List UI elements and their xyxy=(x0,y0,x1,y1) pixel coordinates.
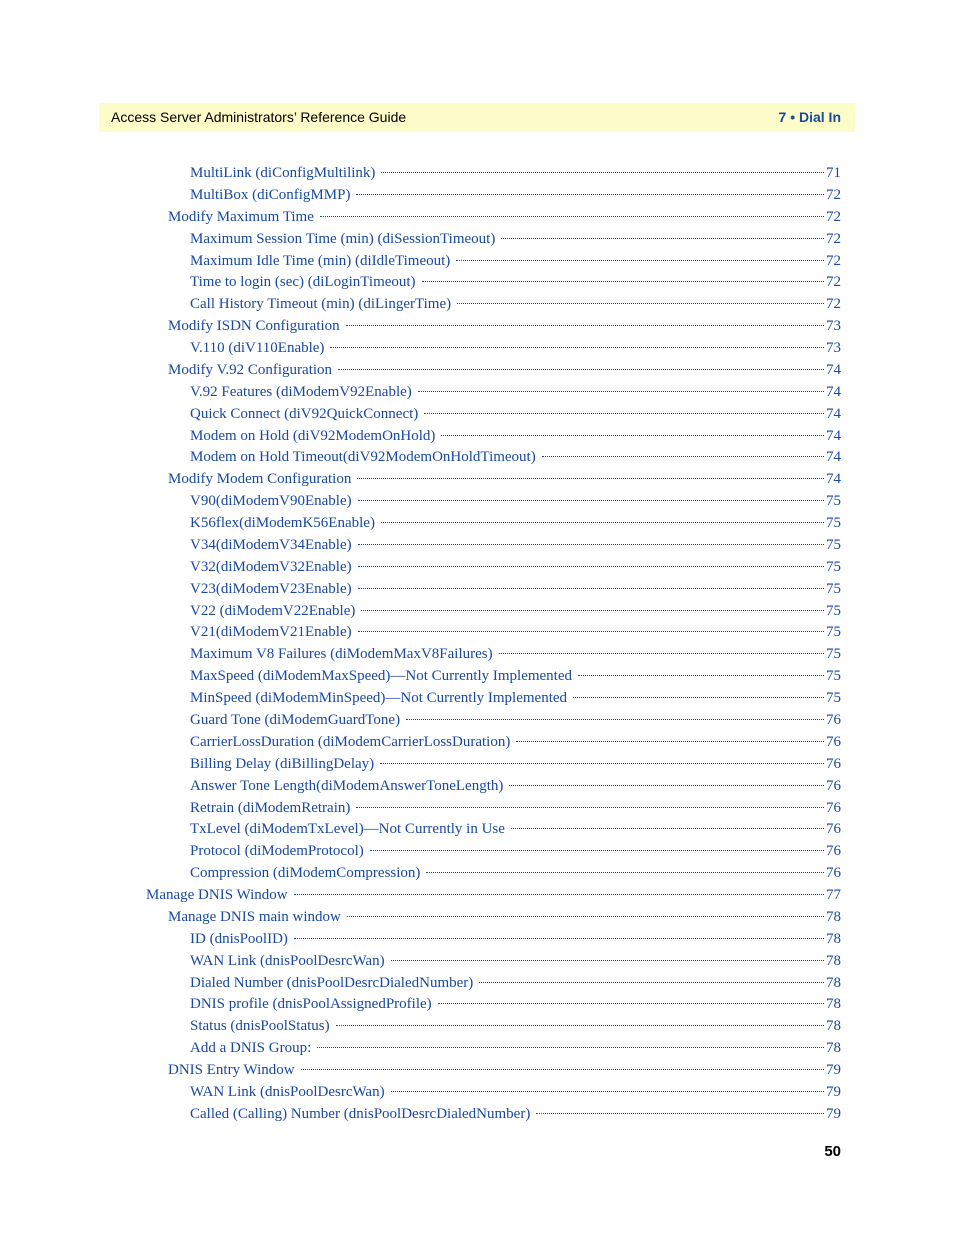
toc-entry-label[interactable]: Maximum V8 Failures (diModemMaxV8Failures) xyxy=(190,646,493,663)
toc-dot-leader xyxy=(370,850,824,851)
chapter-label: 7 • Dial In xyxy=(778,109,841,125)
toc-entry-page[interactable]: 79 xyxy=(826,1105,841,1122)
toc-entry-label[interactable]: V22 (diModemV22Enable) xyxy=(190,602,356,619)
toc-entry-label[interactable]: DNIS Entry Window xyxy=(168,1062,295,1079)
toc-dot-leader xyxy=(418,391,824,392)
toc-entry-page[interactable]: 78 xyxy=(826,1040,841,1057)
toc-entry-page[interactable]: 76 xyxy=(826,865,841,882)
toc-entry[interactable] xyxy=(190,1015,841,1037)
toc-entry-page[interactable]: 75 xyxy=(826,515,841,532)
toc-entry-page[interactable]: 75 xyxy=(826,558,841,575)
toc-dot-leader xyxy=(358,588,824,589)
toc-entry-label[interactable]: Retrain (diModemRetrain) xyxy=(190,799,351,816)
toc-entry-label[interactable]: Status (dnisPoolStatus) xyxy=(190,1018,330,1035)
toc-entry-label[interactable]: V90(diModemV90Enable) xyxy=(190,493,352,510)
toc-entry[interactable] xyxy=(190,665,841,687)
toc-dot-leader xyxy=(391,1091,824,1092)
toc-entry-label[interactable]: MultiBox (diConfigMMP) xyxy=(190,186,351,203)
toc-entry-label[interactable]: V34(diModemV34Enable) xyxy=(190,536,352,553)
toc-entry-page[interactable]: 72 xyxy=(826,230,841,247)
toc-entry[interactable] xyxy=(190,775,841,797)
toc-entry[interactable] xyxy=(190,293,841,315)
toc-dot-leader xyxy=(426,872,824,873)
toc-entry-label[interactable]: WAN Link (dnisPoolDesrcWan) xyxy=(190,1083,385,1100)
toc-dot-leader xyxy=(301,1069,824,1070)
toc-entry-page[interactable]: 75 xyxy=(826,624,841,641)
toc-entry-label[interactable]: Compression (diModemCompression) xyxy=(190,865,421,882)
toc-dot-leader xyxy=(536,1113,824,1114)
document-title: Access Server Administrators’ Reference Guide xyxy=(111,109,407,125)
toc-entry-page[interactable]: 74 xyxy=(826,383,841,400)
page-number: 50 xyxy=(824,1143,841,1160)
toc-dot-leader xyxy=(358,631,824,632)
toc-entry-page[interactable]: 75 xyxy=(826,646,841,663)
toc-entry-label[interactable]: V32(diModemV32Enable) xyxy=(190,558,352,575)
toc-entry-page[interactable]: 76 xyxy=(826,712,841,728)
toc-entry-page[interactable]: 75 xyxy=(826,602,841,619)
toc-entry[interactable] xyxy=(190,271,841,293)
toc-entry-label[interactable]: Modem on Hold (diV92ModemOnHold) xyxy=(190,427,436,444)
toc-entry-page[interactable]: 74 xyxy=(826,361,841,378)
toc-entry-label[interactable]: Modify Modem Configuration xyxy=(168,471,352,488)
toc-entry[interactable] xyxy=(168,206,841,228)
toc-dot-leader xyxy=(356,807,824,808)
toc-dot-leader xyxy=(424,413,824,414)
toc-entry-page[interactable]: 72 xyxy=(826,274,841,291)
toc-entry-label[interactable]: V23(diModemV23Enable) xyxy=(190,580,352,597)
toc-dot-leader xyxy=(438,1003,824,1004)
toc-entry[interactable] xyxy=(190,250,841,272)
toc-entry-page[interactable]: 72 xyxy=(826,186,841,203)
toc-entry-label[interactable]: Manage DNIS Window xyxy=(146,887,288,904)
toc-entry-label[interactable]: Call History Timeout (min) (diLingerTime) xyxy=(190,296,452,313)
toc-entry[interactable] xyxy=(190,709,841,731)
toc-entry[interactable] xyxy=(190,797,841,819)
toc-entry-page[interactable]: 78 xyxy=(826,930,841,947)
toc-dot-leader xyxy=(358,544,824,545)
toc-dot-leader xyxy=(381,172,824,173)
toc-entry[interactable] xyxy=(146,884,841,906)
toc-entry-label[interactable]: Called (Calling) Number (dnisPoolDesrcDialedNumber) xyxy=(190,1105,531,1122)
toc-entry-page[interactable]: 78 xyxy=(826,974,841,991)
toc-dot-leader xyxy=(357,478,824,479)
toc-entry[interactable] xyxy=(190,1037,841,1059)
toc-entry[interactable] xyxy=(190,446,841,468)
toc-entry-label[interactable]: V21(diModemV21Enable) xyxy=(190,624,352,641)
toc-dot-leader xyxy=(499,653,824,654)
toc-dot-leader xyxy=(578,675,824,676)
toc-entry[interactable] xyxy=(190,490,841,512)
toc-entry[interactable] xyxy=(190,753,841,775)
toc-entry[interactable] xyxy=(190,228,841,250)
toc-entry[interactable] xyxy=(190,862,841,884)
running-header xyxy=(99,103,855,132)
toc-entry-page[interactable]: 75 xyxy=(826,580,841,597)
toc-entry-page[interactable]: 74 xyxy=(826,405,841,422)
toc-entry[interactable] xyxy=(190,928,841,950)
toc-entry[interactable] xyxy=(190,687,841,709)
toc-entry-label[interactable]: MultiLink (diConfigMultilink) xyxy=(190,165,376,181)
toc-dot-leader xyxy=(361,610,824,611)
toc-dot-leader xyxy=(338,369,824,370)
toc-entry-label[interactable]: ID (dnisPoolID) xyxy=(190,930,288,947)
toc-entry[interactable] xyxy=(168,906,841,928)
toc-entry-page[interactable]: 78 xyxy=(826,996,841,1013)
toc-entry-label[interactable]: Modify V.92 Configuration xyxy=(168,361,333,378)
toc-dot-leader xyxy=(380,763,824,764)
toc-entry-page[interactable]: 78 xyxy=(826,1018,841,1035)
toc-dot-leader xyxy=(347,916,824,917)
toc-entry-page[interactable]: 75 xyxy=(826,690,841,707)
toc-entry-label[interactable]: Protocol (diModemProtocol) xyxy=(190,843,364,860)
toc-entry-page[interactable]: 73 xyxy=(826,318,841,335)
toc-entry-page[interactable]: 71 xyxy=(826,165,841,181)
toc-entry[interactable] xyxy=(190,556,841,578)
toc-entry-label[interactable]: Maximum Session Time (min) (diSessionTimeout) xyxy=(190,230,496,247)
toc-entry-page[interactable]: 75 xyxy=(826,668,841,685)
toc-entry-page[interactable]: 72 xyxy=(826,296,841,313)
toc-dot-leader xyxy=(457,303,824,304)
toc-entry-label[interactable]: Modify ISDN Configuration xyxy=(168,318,340,335)
toc-dot-leader xyxy=(356,194,824,195)
toc-entry[interactable] xyxy=(190,381,841,403)
toc-dot-leader xyxy=(358,566,824,567)
toc-entry-page[interactable]: 74 xyxy=(826,449,841,466)
toc-entry-label[interactable]: Manage DNIS main window xyxy=(168,908,341,925)
toc-dot-leader xyxy=(358,500,824,501)
toc-entry[interactable] xyxy=(190,621,841,643)
toc-entry[interactable] xyxy=(190,425,841,447)
toc-dot-leader xyxy=(317,1047,824,1048)
toc-dot-leader xyxy=(406,719,824,720)
toc-entry-page[interactable]: 76 xyxy=(826,821,841,838)
toc-entry-page[interactable]: 75 xyxy=(826,493,841,510)
toc-dot-leader xyxy=(391,960,824,961)
toc-entry-label[interactable]: Quick Connect (diV92QuickConnect) xyxy=(190,405,419,422)
toc-entry-label[interactable]: TxLevel (diModemTxLevel)—Not Currently in Use xyxy=(190,821,505,838)
toc-entry-page[interactable]: 76 xyxy=(826,777,841,794)
toc-entry-label[interactable]: Maximum Idle Time (min) (diIdleTimeout) xyxy=(190,252,451,269)
toc-dot-leader xyxy=(320,216,824,217)
toc-dot-leader xyxy=(516,741,824,742)
toc-entry[interactable] xyxy=(190,162,841,184)
toc-dot-leader xyxy=(511,828,824,829)
toc-dot-leader xyxy=(573,697,824,698)
toc-dot-leader xyxy=(456,260,824,261)
toc-entry-page[interactable]: 76 xyxy=(826,733,841,750)
toc-entry[interactable] xyxy=(190,818,841,840)
toc-entry[interactable] xyxy=(190,1081,841,1103)
toc-entry[interactable] xyxy=(168,468,841,490)
toc-entry-page[interactable]: 76 xyxy=(826,755,841,772)
toc-entry-label[interactable]: WAN Link (dnisPoolDesrcWan) xyxy=(190,952,385,969)
toc-entry[interactable] xyxy=(190,184,841,206)
toc-entry[interactable] xyxy=(168,315,841,337)
toc-entry-label[interactable]: Answer Tone Length(diModemAnswerToneLength) xyxy=(190,777,504,794)
toc-entry[interactable] xyxy=(190,600,841,622)
toc-entry-label[interactable]: Billing Delay (diBillingDelay) xyxy=(190,755,375,772)
toc-entry-label[interactable]: MinSpeed (diModemMinSpeed)—Not Currently Implemented xyxy=(190,690,568,707)
toc-entry-label[interactable]: DNIS profile (dnisPoolAssignedProfile) xyxy=(190,996,432,1013)
toc-entry-label[interactable]: CarrierLossDuration (diModemCarrierLossDuration) xyxy=(190,733,511,750)
toc-dot-leader xyxy=(294,894,824,895)
toc-dot-leader xyxy=(346,325,824,326)
toc-entry[interactable] xyxy=(190,578,841,600)
toc-entry[interactable] xyxy=(168,359,841,381)
toc-entry-label[interactable]: Dialed Number (dnisPoolDesrcDialedNumber) xyxy=(190,974,474,991)
toc-entry[interactable] xyxy=(190,534,841,556)
toc-entry-label[interactable]: K56flex(diModemK56Enable) xyxy=(190,515,375,532)
toc-entry[interactable] xyxy=(190,840,841,862)
toc-entry-page[interactable]: 75 xyxy=(826,536,841,553)
toc-entry-page[interactable]: 78 xyxy=(826,952,841,969)
toc-dot-leader xyxy=(294,938,824,939)
toc-dot-leader xyxy=(509,785,824,786)
toc-dot-leader xyxy=(479,982,824,983)
toc-entry[interactable] xyxy=(190,512,841,534)
toc-entry[interactable] xyxy=(190,972,841,994)
toc-entry-page[interactable]: 79 xyxy=(826,1083,841,1100)
toc-entry-label[interactable]: Time to login (sec) (diLoginTimeout) xyxy=(190,274,416,291)
toc-entry-page[interactable]: 73 xyxy=(826,340,841,357)
toc-entry[interactable] xyxy=(168,1059,841,1081)
toc-entry-page[interactable]: 76 xyxy=(826,799,841,816)
toc-entry[interactable] xyxy=(190,1103,841,1125)
toc-entry[interactable] xyxy=(190,731,841,753)
toc-entry-label[interactable]: Modify Maximum Time xyxy=(168,208,314,225)
toc-entry-page[interactable]: 78 xyxy=(826,908,841,925)
toc-entry[interactable] xyxy=(190,643,841,665)
toc-entry-label[interactable]: V.110 (diV110Enable) xyxy=(190,340,325,357)
toc-dot-leader xyxy=(336,1025,824,1026)
toc-entry[interactable] xyxy=(190,337,841,359)
toc-entry-page[interactable]: 76 xyxy=(826,843,841,860)
toc-entry[interactable] xyxy=(190,993,841,1015)
toc-entry-label[interactable]: Modem on Hold Timeout(diV92ModemOnHoldTimeout) xyxy=(190,449,536,466)
toc-dot-leader xyxy=(441,435,824,436)
toc-entry-label[interactable]: Add a DNIS Group: xyxy=(190,1040,312,1057)
toc-entry[interactable] xyxy=(190,950,841,972)
toc-dot-leader xyxy=(542,456,824,457)
toc-entry-label[interactable]: MaxSpeed (diModemMaxSpeed)—Not Currently Implemented xyxy=(190,668,573,685)
toc-dot-leader xyxy=(501,238,824,239)
toc-entry-page[interactable]: 77 xyxy=(826,887,841,904)
toc-entry-label[interactable]: V.92 Features (diModemV92Enable) xyxy=(190,383,412,400)
toc-dot-leader xyxy=(330,347,824,348)
toc-entry-page[interactable]: 74 xyxy=(826,427,841,444)
toc-entry[interactable] xyxy=(190,403,841,425)
toc-entry-page[interactable]: 72 xyxy=(826,252,841,269)
toc-entry-page[interactable]: 72 xyxy=(826,208,841,225)
toc-entry-label[interactable]: Guard Tone (diModemGuardTone) xyxy=(190,712,401,728)
toc-dot-leader xyxy=(422,281,824,282)
toc-entry-page[interactable]: 79 xyxy=(826,1062,841,1079)
toc-dot-leader xyxy=(381,522,824,523)
toc-entry-page[interactable]: 74 xyxy=(826,471,841,488)
